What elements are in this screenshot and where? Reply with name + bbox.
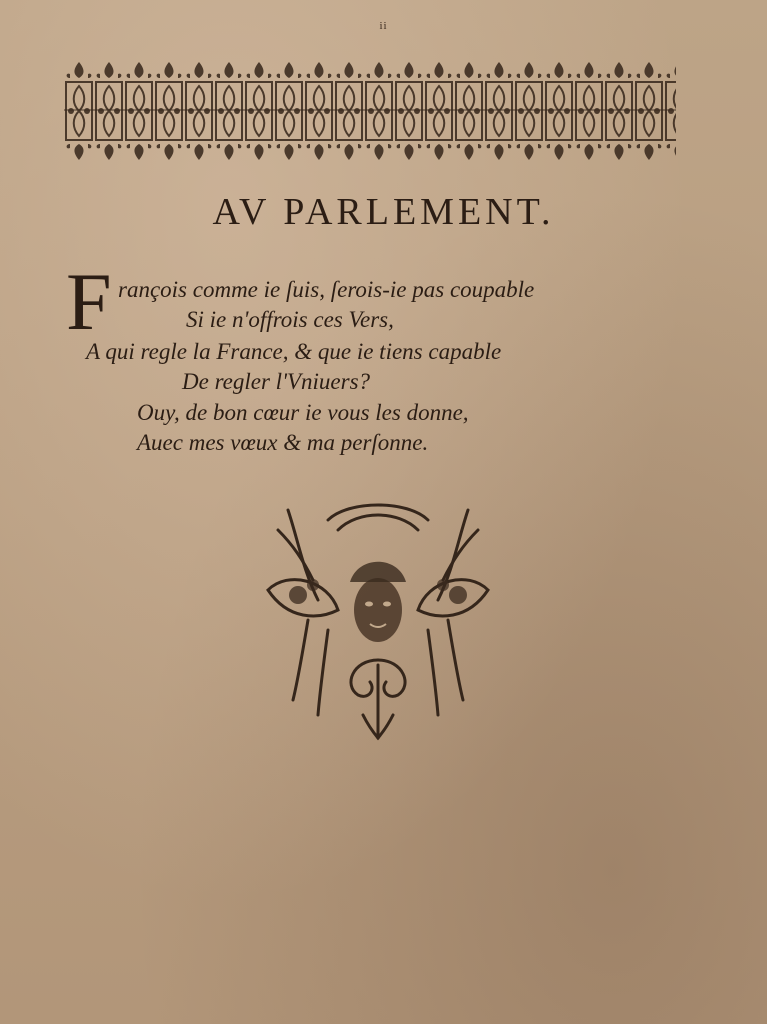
fleuron-band-ornament — [64, 60, 676, 162]
verse-line: Si ie n'offrois ces Vers, — [186, 307, 394, 332]
drop-cap: F — [66, 256, 112, 347]
page-title: AV PARLEMENT. — [212, 191, 555, 233]
mask-cul-de-lampe-ornament — [258, 500, 498, 744]
verse-line: A qui regle la France, & que ie tiens capable — [86, 339, 502, 364]
verse-line: Auec mes vœux & ma perſonne. — [137, 430, 429, 455]
page-folio: ii — [379, 20, 388, 32]
verse-line: rançois comme ie ſuis, ſerois-ie pas coupable — [118, 277, 535, 302]
verse-line: De regler l'Vniuers? — [182, 369, 371, 394]
verse-line: Ouy, de bon cœur ie vous les donne, — [137, 400, 469, 425]
